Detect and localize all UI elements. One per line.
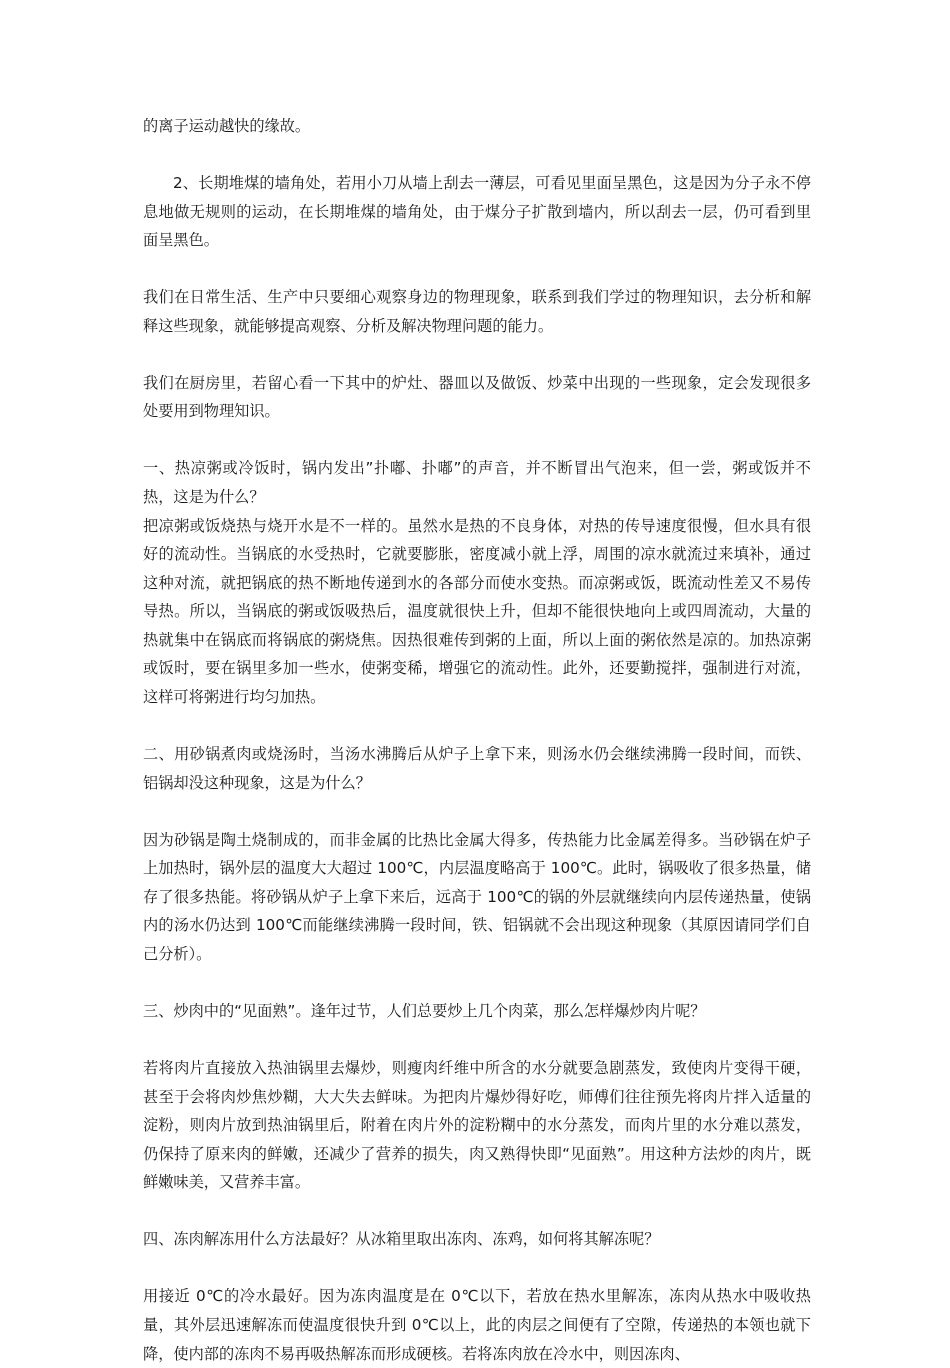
document-body (143, 112, 811, 1368)
question-1-heading: 一、热凉粥或冷饭时，锅内发出”扑嘟、扑嘟”的声音，并不断冒出气泡来，但一尝，粥或饭并不热，这是为什么？ (143, 459, 811, 506)
paragraph-observe-physics: 我们在日常生活、生产中只要细心观察身边的物理现象，联系到我们学过的物理知识，去分析和解释这些现象，就能够提高观察、分析及解决物理问题的能力。 (143, 288, 811, 335)
question-3-heading: 三、炒肉中的“见面熟”。逢年过节，人们总要炒上几个肉菜，那么怎样爆炒肉片呢？ (143, 1001, 706, 1020)
question-2-heading: 二、用砂锅煮肉或烧汤时，当汤水沸腾后从炉子上拿下来，则汤水仍会继续沸腾一段时间，而铁、铝锅却没这种现象，这是为什么？ (143, 745, 811, 792)
answer-4: 用接近 0℃的冷水最好。因为冻肉温度是在 0℃以下，若放在热水里解冻，冻肉从热水中吸收热量，其外层迅速解冻而使温度很快升到 0℃以上，此的肉层之间便有了空隙，传递热的本领也就下降，使内部的冻肉不易再吸热解冻而形成硬核。若将冻肉放在冷水中，则因冻肉、 (143, 1287, 811, 1363)
question-4-heading: 四、冻肉解冻用什么方法最好？从冰箱里取出冻肉、冻鸡，如何将其解冻呢？ (143, 1230, 660, 1249)
paragraph-coal-wall: 2、长期堆煤的墙角处，若用小刀从墙上刮去一薄层，可看见里面呈黑色，这是因为分子永不停息地做无规则的运动，在长期堆煤的墙角处，由于煤分子扩散到墙内，所以刮去一层，仍可看到里面呈黑色。 (143, 173, 811, 250)
answer-1: 把凉粥或饭烧热与烧开水是不一样的。虽然水是热的不良身体，对热的传导速度很慢，但水具有很好的流动性。当锅底的水受热时，它就要膨胀，密度减小就上浮，周围的凉水就流过来填补，通过这种对流，就把锅底的热不断地传递到水的各部分而使水变热。而凉粥或饭，既流动性差又不易传导热。所以，当锅底的粥或饭吸热后，温度就很快上升，但却不能很快地向上或四周流动，大量的热就集中在锅底而将锅底的粥烧焦。因热很难传到粥的上面，所以上面的粥依然是凉的。加热凉粥或饭时，要在锅里多加一些水，使粥变稀，增强它的流动性。此外，还要勤搅拌，强制进行对流，这样可将粥进行均匀加热。 (143, 516, 811, 707)
answer-3: 若将肉片直接放入热油锅里去爆炒，则瘦肉纤维中所含的水分就要急剧蒸发，致使肉片变得干硬，甚至于会将肉炒焦炒糊，大大失去鲜味。为把肉片爆炒得好吃，师傅们往往预先将肉片拌入适量的淀粉，则肉片放到热油锅里后，附着在肉片外的淀粉糊中的水分蒸发，而肉片里的水分难以蒸发，仍保持了原来肉的鲜嫩，还减少了营养的损失，肉又熟得快即“见面熟”。用这种方法炒的肉片，既鲜嫩味美，又营养丰富。 (143, 1058, 811, 1192)
paragraph-kitchen-intro: 我们在厨房里，若留心看一下其中的炉灶、器皿以及做饭、炒菜中出现的一些现象，定会发现很多处要用到物理知识。 (143, 373, 811, 421)
answer-2: 因为砂锅是陶土烧制成的，而非金属的比热比金属大得多，传热能力比金属差得多。当砂锅在炉子上加热时，锅外层的温度大大超过 100℃，内层温度略高于 100℃。此时，锅吸收了很多热量，储存了很多热能。将砂锅从炉子上拿下来后，远高于 100℃的锅的外层就继续向内层传递热量，使锅内的汤水仍达到 100℃而能继续沸腾一段时间，铁、铝锅就不会出现这种现象（其原因请同学们自己分析）。 (143, 830, 811, 963)
paragraph-ion-motion-end: 的离子运动越快的缘故。 (143, 117, 311, 135)
